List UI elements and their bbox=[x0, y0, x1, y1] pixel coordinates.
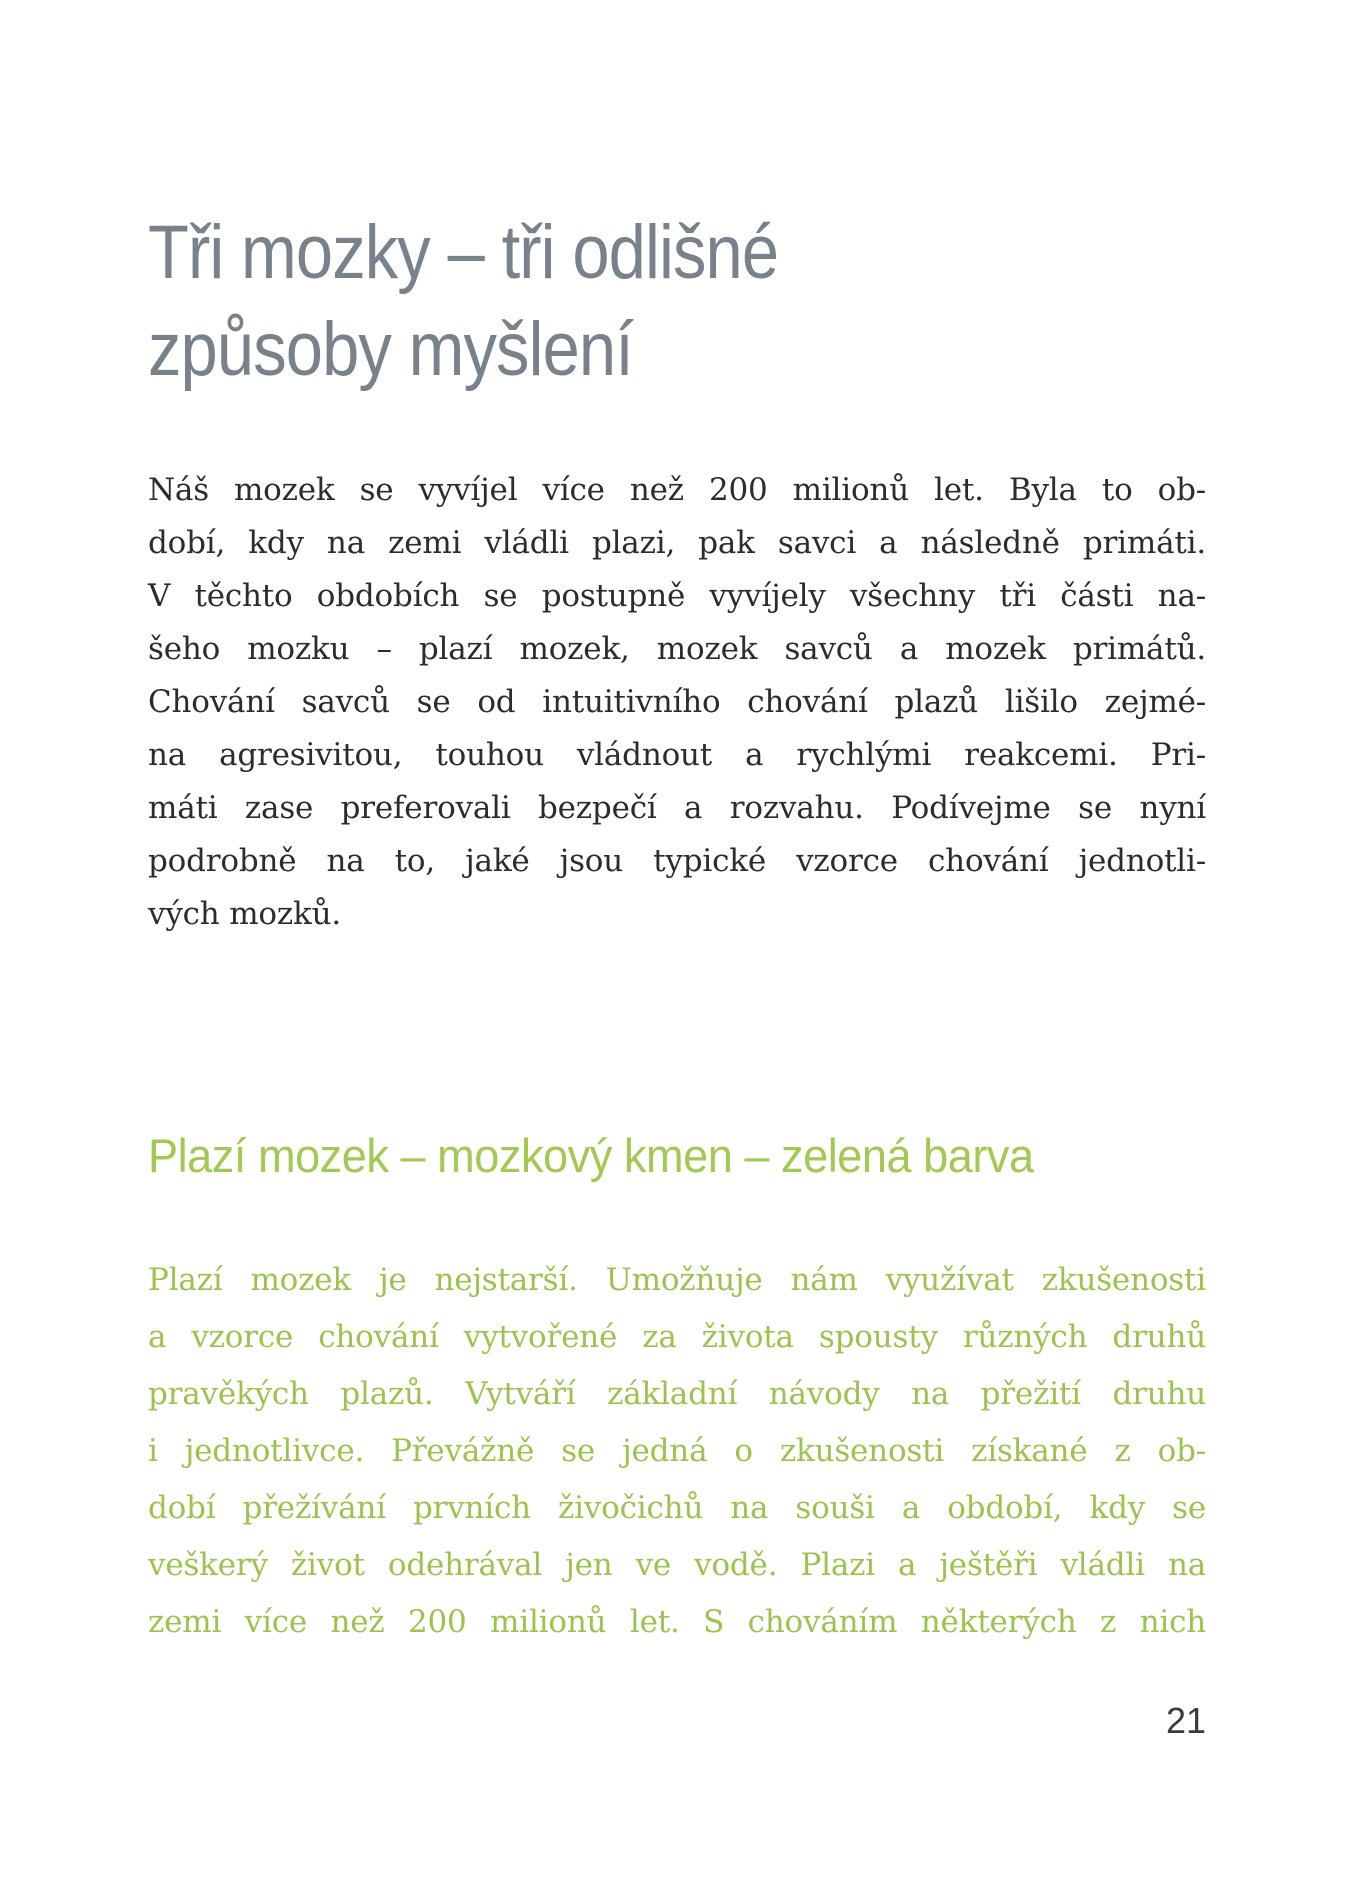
intro-paragraph bbox=[148, 464, 1206, 941]
text-line: vých mozků. bbox=[148, 896, 342, 932]
text-line: Plazí mozek je nejstarší. Umožňuje nám využívat zkušenosti bbox=[148, 1262, 1206, 1298]
text-line: máti zase preferovali bezpečí a rozvahu. Podívejme se nyní bbox=[148, 790, 1206, 826]
page-number: 21 bbox=[1165, 1700, 1206, 1741]
text-line: způsoby myšlení bbox=[148, 307, 633, 392]
text-line: zemi více než 200 milionů let. S chováním některých z nich bbox=[148, 1604, 1206, 1640]
text-line: i jednotlivce. Převážně se jedná o zkušenosti získané z ob- bbox=[148, 1433, 1206, 1469]
text-line: Chování savců se od intuitivního chování plazů lišilo zejmé- bbox=[148, 684, 1206, 720]
chapter-title bbox=[148, 204, 778, 398]
text-line: na agresivitou, touhou vládnout a rychlými reakcemi. Pri- bbox=[148, 737, 1206, 773]
text-line: Tři mozky – tři odlišné bbox=[148, 210, 779, 295]
text-line: a vzorce chování vytvořené za života spousty různých druhů bbox=[148, 1319, 1206, 1355]
text-line: šeho mozku – plazí mozek, mozek savců a mozek primátů. bbox=[148, 631, 1206, 667]
text-line: dobí přežívání prvních živočichů na souši a období, kdy se bbox=[148, 1490, 1206, 1526]
text-line: pravěkých plazů. Vytváří základní návody na přežití druhu bbox=[148, 1376, 1206, 1412]
text-line: V těchto obdobích se postupně vyvíjely všechny tři části na- bbox=[148, 578, 1206, 614]
text-line: Náš mozek se vyvíjel více než 200 milionů let. Byla to ob- bbox=[148, 472, 1206, 508]
section-heading: Plazí mozek – mozkový kmen – zelená barva bbox=[148, 1129, 1034, 1182]
text-line: veškerý život odehrával jen ve vodě. Plazi a ještěři vládli na bbox=[148, 1547, 1206, 1583]
text-line: podrobně na to, jaké jsou typické vzorce chování jednotli- bbox=[148, 843, 1206, 879]
section-paragraph bbox=[148, 1252, 1206, 1651]
text-line: dobí, kdy na zemi vládli plazi, pak savci a následně primáti. bbox=[148, 525, 1206, 561]
